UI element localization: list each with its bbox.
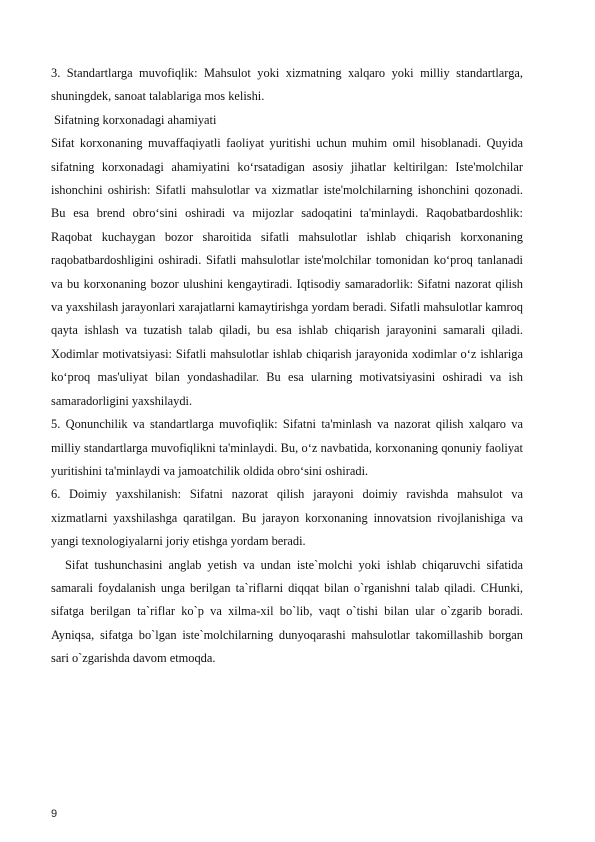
paragraph-quality-concept: Sifat tushunchasini anglab yetish va undan iste`molchi yoki ishlab chiqaruvchi sifatida samarali foydalanish unga berilgan ta`riflarni diqqat bilan o`rganishni talab qiladi. CHunki, sifatga berilgan ta`riflar ko`p va xilma-xil bo`lib, vaqt o`tishi bilan ular o`zgarib boradi. Ayniqsa, sifatga bo`lgan iste`molchilarning dunyoqarashi mahsulotlar takomillashib borgan sari o`zgarishda davom etmoqda. bbox=[51, 557, 523, 666]
document-page bbox=[51, 62, 523, 671]
paragraph-legislation: 5. Qonunchilik va standartlarga muvofiqlik: Sifatni ta'minlash va nazorat qilish xalqaro va milliy standartlarga muvofiqlikni ta'minlaydi. Bu, o‘z navbatida, korxonaning qonuniy faoliyat yuritishini ta'minlaydi va jamoatchilik oldida obro‘sini oshiradi. bbox=[51, 417, 523, 478]
paragraph-quality-aspects: Sifat korxonaning muvaffaqiyatli faoliyat yuritishi uchun muhim omil hisoblanadi. Quyida sifatning korxonadagi ahamiyatini ko‘rsatadigan asosiy jihatlar keltirilgan: Iste'molchilar ishonchini oshirish: Sifatli mahsulotlar va xizmatlar iste'molchilarning ishonchini qozonadi. Bu esa brend obro‘sini oshiradi va mijozlar sadoqatini ta'minlaydi. Raqobatbardoshlik: Raqobat kuchaygan bozor sharoitida sifatli mahsulotlar ishlab chiqarish korxonaning raqobatbardoshligini oshiradi. Sifatli mahsulotlar iste'molchilar tomonidan ko‘proq tanlanadi va bu korxonaning bozor ulushini kengaytiradi. Iqtisodiy samaradorlik: Sifatni nazorat qilish va yaxshilash jarayonlari xarajatlarni kamaytirishga yordam beradi. Sifatli mahsulotlar kamroq qayta ishlash va tuzatish talab qiladi, bu esa ishlab chiqarish jarayonini samarali qiladi. Xodimlar motivatsiyasi: Sifatli mahsulotlar ishlab chiqarish jarayonida xodimlar o‘z ishlariga ko‘proq mas'uliyat bilan yondashadilar. Bu esa ularning motivatsiyasini oshiradi va ish samaradorligini yaxshilaydi. bbox=[51, 136, 523, 408]
section-heading-quality-importance: Sifatning korxonadagi ahamiyati bbox=[54, 112, 217, 127]
paragraph-standards-compliance: 3. Standartlarga muvofiqlik: Mahsulot yoki xizmatning xalqaro yoki milliy standartlarga, shuningdek, sanoat talablariga mos kelishi. bbox=[51, 66, 523, 104]
page-number: 9 bbox=[51, 808, 58, 820]
paragraph-continuous-improvement: 6. Doimiy yaxshilanish: Sifatni nazorat qilish jarayoni doimiy ravishda mahsulot va xizmatlarni yaxshilashga qaratilgan. Bu jarayon korxonaning innovatsion rivojlanishiga va yangi texnologiyalarni joriy etishga yordam beradi. bbox=[51, 487, 523, 549]
